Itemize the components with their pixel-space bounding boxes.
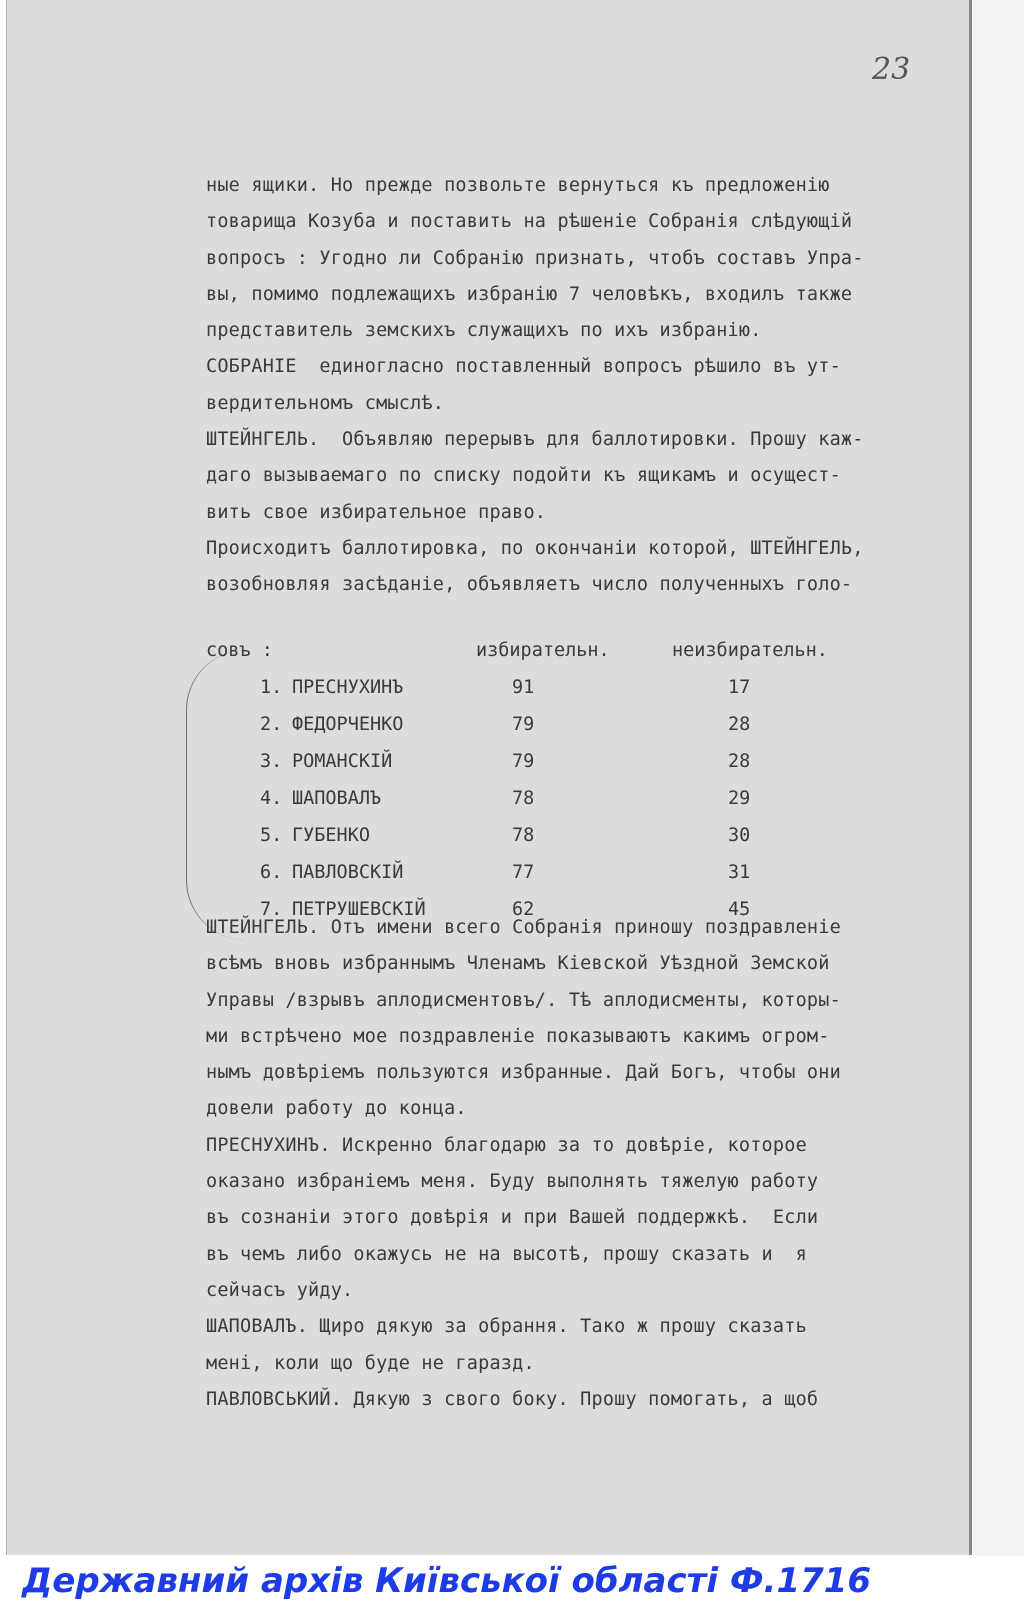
text-line: даго вызываемаго по списку подойти къ ящикамъ и осущест- [206,465,841,487]
text-line: ШАПОВАЛЪ. Щиро дякую за обрання. Тако ж прошу сказать [206,1316,807,1338]
votes-against: 29 [728,788,751,809]
text-line: ми встрѣчено мое поздравленіе показываютъ какимъ огром- [206,1025,830,1047]
votes-for: 78 [512,825,535,846]
candidate-name: ПЕТРУШЕВСКІЙ [292,899,426,920]
text-line: ШТЕЙНГЕЛЬ. Объявляю перерывъ для баллотировки. Прошу каж- [206,429,864,451]
text-line: Управы /взрывъ аплодисментовъ/. Тѣ аплодисменты, которы- [206,989,841,1011]
votes-for: 62 [512,899,535,920]
candidate-name: ГУБЕНКО [292,825,370,846]
text-line: въ чемъ либо окажусь не на высотѣ, прошу сказать и я [206,1243,807,1265]
text-line: ные ящики. Но прежде позвольте вернуться къ предложенію [206,175,830,196]
row-number: 3. [260,751,283,772]
votes-for: 79 [512,714,535,735]
candidate-name: РОМАНСКІЙ [292,751,393,772]
row-number: 7. [260,899,283,920]
text-line: оказано избраніемъ меня. Буду выполнять тяжелую работу [206,1171,819,1193]
votes-against: 45 [728,899,751,920]
text-line: СОБРАНІЕ единогласно поставленный вопросъ рѣшило въ ут- [206,356,841,378]
text-line: ШТЕЙНГЕЛЬ. Отъ имени всего Собранія приношу поздравленіе [206,917,841,938]
votes-for: 91 [512,677,535,698]
text-line: нымъ довѣріемъ пользуются избранные. Дай Богъ, чтобы они [206,1062,841,1084]
table-row [206,854,946,891]
text-line: вы, помимо подлежащихъ избранію 7 человѣкъ, входилъ также [206,283,853,305]
row-number: 2. [260,714,283,735]
scan-margin [972,0,1024,1560]
text-line: ПРЕСНУХИНЪ. Искренно благодарю за то довѣріе, которое [206,1134,807,1156]
votes-against: 28 [728,714,751,735]
row-number: 1. [260,677,283,698]
text-line: вопросъ : Угодно ли Собранію признать, чтобъ составъ Упра- [206,247,864,269]
text-line: вить свое избирательное право. [206,501,547,523]
vote-table [206,632,946,928]
votes-against: 31 [728,862,751,883]
archive-caption: Державний архів Київської області Ф.1716 [0,1556,1024,1607]
votes-for: 79 [512,751,535,772]
text-line: ПАВЛОВСЬКИЙ. Дякую з свого боку. Прошу помогать, а щоб [206,1388,819,1410]
votes-for: 78 [512,788,535,809]
text-bottom [206,910,946,1418]
text-top [206,168,946,604]
text-line: Происходитъ баллотировка, по окончаніи которой, ШТЕЙНГЕЛЬ, [206,537,864,559]
table-row [206,817,946,854]
table-row [206,743,946,780]
table-row [206,780,946,817]
text-line: возобновляя засѣданіе, объявляетъ число полученныхъ голо- [206,574,853,596]
row-number: 5. [260,825,283,846]
row-number: 6. [260,862,283,883]
candidate-name: ПРЕСНУХИНЪ [292,677,404,698]
page-number: 23 [872,52,911,87]
votes-against: 28 [728,751,751,772]
header-for: избирательн. [476,640,610,661]
candidate-name: ШАПОВАЛЪ [292,788,382,809]
text-line: въ сознаніи этого довѣрія и при Вашей поддержкѣ. Если [206,1207,819,1229]
row-number: 4. [260,788,283,809]
text-line: товарища Козуба и поставить на рѣшеніе Собранія слѣдующій [206,211,853,233]
header-against: неизбирательн. [672,640,828,661]
votes-against: 17 [728,677,751,698]
text-line: менi, коли що буде не гаразд. [206,1352,535,1374]
table-row [206,706,946,743]
votes-for: 77 [512,862,535,883]
table-row [206,669,946,706]
candidate-name: ФЕДОРЧЕНКО [292,714,404,735]
vote-intro: совъ : [206,640,273,661]
candidate-name: ПАВЛОВСКІЙ [292,862,404,883]
text-line: довели работу до конца. [206,1098,467,1120]
vote-table-header [206,632,946,669]
text-line: представитель земскихъ служащихъ по ихъ избранію. [206,320,762,342]
votes-against: 30 [728,825,751,846]
text-line: сейчасъ уйду. [206,1279,354,1301]
text-line: всѣмъ вновь избраннымъ Членамъ Кіевской Уѣздной Земской [206,953,830,975]
text-line: вердительномъ смыслѣ. [206,392,445,414]
